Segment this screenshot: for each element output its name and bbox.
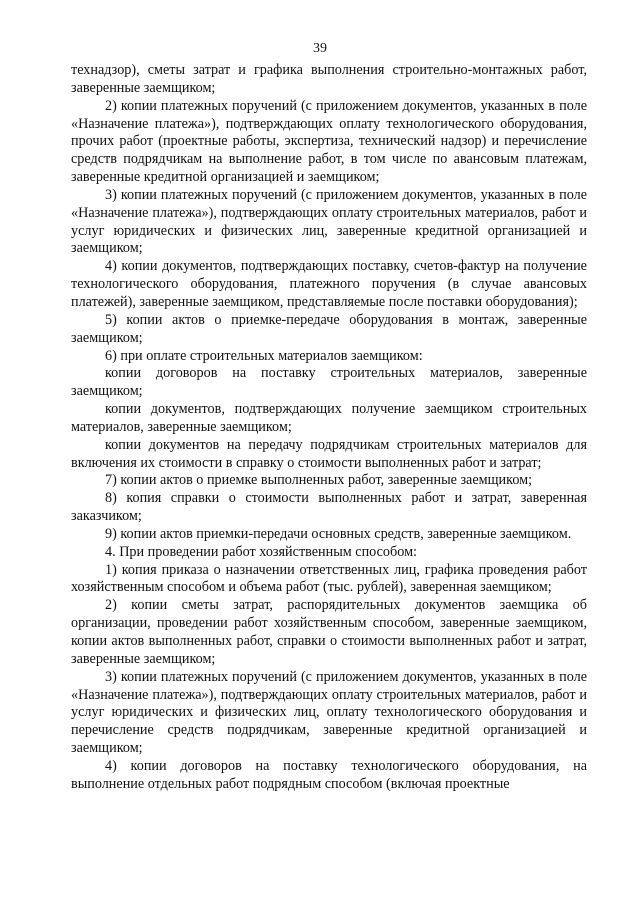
document-body bbox=[71, 62, 587, 794]
paragraph: 4) копии документов, подтверждающих поставку, счетов-фактур на получение технологического оборудования, платежного поручения (в случае авансовых платежей), заверенные заемщиком, представляемые после поставки оборудования); bbox=[71, 258, 587, 310]
paragraph: 1) копия приказа о назначении ответственных лиц, графика проведения работ хозяйственным способом и объема работ (тыс. рублей), заверенная заемщиком; bbox=[71, 561, 587, 596]
paragraph: 2) копии платежных поручений (с приложением документов, указанных в поле «Назначение платежа»), подтверждающих оплату технологического оборудования, прочих работ (проектные работы, экспертиза, технический надзор) и перечисление средств подрядчикам на выполнение работ, в том числе по авансовым платежам, заверенные кредитной организацией и заемщиком; bbox=[71, 97, 587, 186]
paragraph: копии договоров на поставку строительных материалов, заверенные заемщиком; bbox=[71, 365, 587, 400]
paragraph: 3) копии платежных поручений (с приложением документов, указанных в поле «Назначение платежа»), подтверждающих оплату строительных материалов, работ и услуг юридических и физических лиц, заверенные кредитной организацией и заемщиком; bbox=[71, 186, 587, 257]
paragraph: 9) копии актов приемки-передачи основных средств, заверенные заемщиком. bbox=[105, 525, 572, 542]
paragraph: 4) копии договоров на поставку технологического оборудования, на выполнение отдельных работ подрядным способом (включая проектные bbox=[71, 757, 587, 792]
paragraph: 6) при оплате строительных материалов заемщиком: bbox=[105, 347, 423, 364]
paragraph: 3) копии платежных поручений (с приложением документов, указанных в поле «Назначение платежа»), подтверждающих оплату строительных материалов, работ и услуг юридических и физических лиц, оплату технологического оборудования и перечисление средств подрядчикам, заверенные кредитной организацией и заемщиком; bbox=[71, 668, 587, 757]
paragraph: 2) копии сметы затрат, распорядительных документов заемщика об организации, проведении работ хозяйственным способом, заверенные заемщиком, копии актов выполненных работ, справки о стоимости выполненных работ и затрат, заверенные заемщиком; bbox=[71, 597, 587, 667]
page-number: 39 bbox=[313, 41, 327, 56]
paragraph: 5) копии актов о приемке-передаче оборудования в монтаж, заверенные заемщиком; bbox=[71, 311, 587, 346]
paragraph: копии документов, подтверждающих получение заемщиком строительных материалов, заверенные заемщиком; bbox=[71, 401, 587, 435]
paragraph: 7) копии актов о приемке выполненных работ, заверенные заемщиком; bbox=[105, 472, 533, 489]
paragraph: копии документов на передачу подрядчикам строительных материалов для включения их стоимости в справку о стоимости выполненных работ и затрат; bbox=[71, 436, 587, 471]
paragraph: 8) копия справки о стоимости выполненных работ и затрат, заверенная заказчиком; bbox=[71, 490, 587, 525]
paragraph: 4. При проведении работ хозяйственным способом: bbox=[105, 543, 417, 560]
paragraph: технадзор), сметы затрат и графика выполнения строительно-монтажных работ, заверенные заемщиком; bbox=[71, 62, 587, 96]
